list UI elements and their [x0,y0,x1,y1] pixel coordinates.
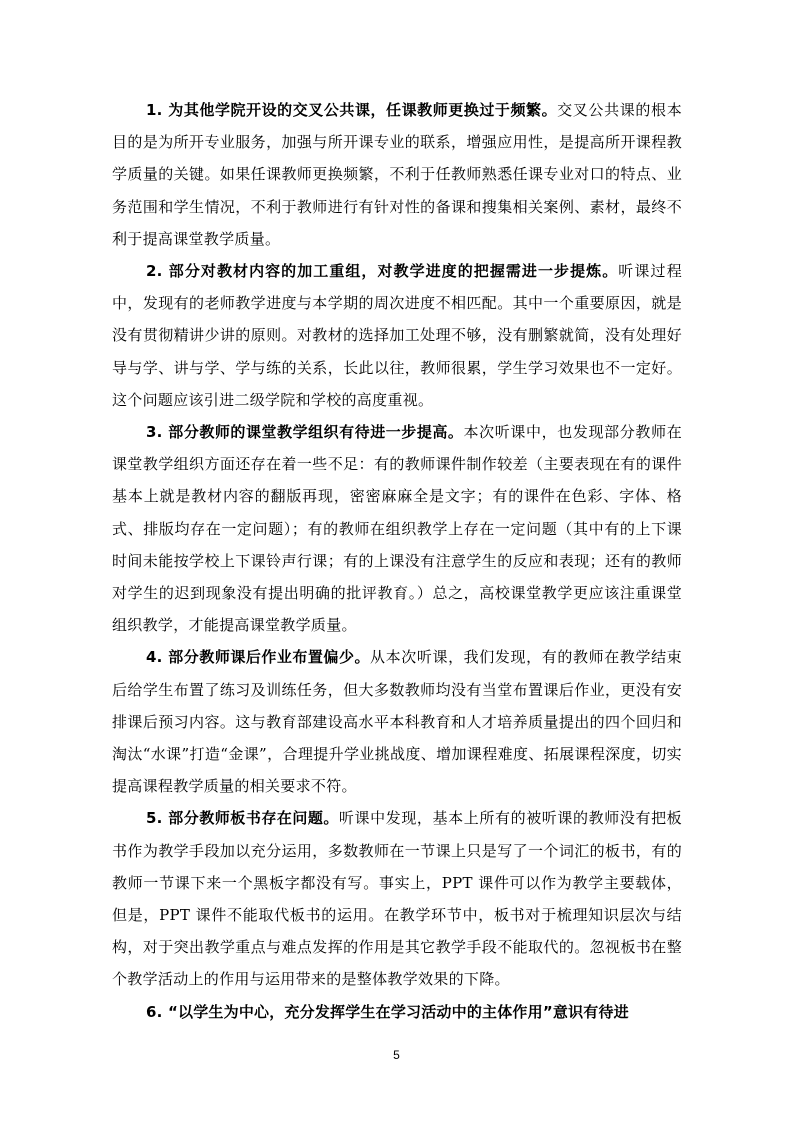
paragraph-5-heading: 5. 部分教师板书存在问题。 [146,809,339,828]
paragraph-3 [112,416,682,641]
paragraph-2-text: 听课过程中，发现有的老师教学进度与本学期的周次进度不相匹配。其中一个重要原因，就是没有贯彻精讲少讲的原则。对教材的选择加工处理不够，没有删繁就简，没有处理好导与学、讲与学、学与练的关系，长此以往，教师很累，学生学习效果也不一定好。这个问题应该引进二级学院和学校的高度重视。 [112,262,683,409]
paragraph-6 [112,996,682,1028]
page-number: 5 [393,1048,400,1062]
paragraph-1-heading: 1. 为其他学院开设的交叉公共课，任课教师更换过于频繁。 [146,101,558,119]
paragraph-5 [112,802,682,995]
paragraph-6-heading: 6. “以学生为中心，充分发挥学生在学习活动中的主体作用”意识有待进 [146,1002,629,1021]
paragraph-4 [112,641,682,802]
paragraph-2 [112,255,682,416]
paragraph-1-text: 交叉公共课的根本目的是为所开专业服务，加强与所开课专业的联系，增强应用性，是提高所开课程教学质量的关键。如果任课教师更换频繁，不利于任教师熟悉任课专业对口的特点、业务范围和学生情况，不利于教师进行有针对性的备课和搜集相关案例、素材，最终不利于提高课堂教学质量。 [112,101,682,248]
paragraph-1 [112,94,682,255]
paragraph-4-text: 从本次听课，我们发现，有的教师在教学结束后给学生布置了练习及训练任务，但大多数教师均没有当堂布置课后作业，更没有安排课后预习内容。这与教育部建设高水平本科教育和人才培养质量提出的四个回归和淘汰“水课”打造“金课”，合理提升学业挑战度、增加课程难度、拓展课程深度，切实提高课程教学质量的相关要求不符。 [112,648,682,796]
paragraph-3-heading: 3. 部分教师的课堂教学组织有待进一步提高。 [146,423,464,442]
paragraph-2-heading: 2. 部分对教材内容的加工重组，对教学进度的把握需进一步提炼。 [146,262,619,281]
document-body [112,94,682,1028]
paragraph-3-text: 本次听课中，也发现部分教师在课堂教学组织方面还存在着一些不足：有的教师课件制作较差（主要表现在有的课件基本上就是教材内容的翻版再现，密密麻麻全是文字；有的课件在色彩、字体、格式、排版均存在一定问题）；有的教师在组织教学上存在一定问题（其中有的上下课时间未能按学校上下课铃声行课；有的上课没有注意学生的反应和表现；还有的教师对学生的迟到现象没有提出明确的批评教育。）总之，高校课堂教学更应该注重课堂组织教学，才能提高课堂教学质量。 [112,423,683,635]
paragraph-4-heading: 4. 部分教师课后作业布置偏少。 [146,648,370,667]
paragraph-5-text: 听课中发现，基本上所有的被听课的教师没有把板书作为教学手段加以充分运用，多数教师在一节课上只是写了一个词汇的板书，有的教师一节课下来一个黑板字都没有写。事实上，PPT 课件可以作为教学主要载体，但是，PPT 课件不能取代板书的运用。在教学环节中，板书对于梳理知识层次与结构，对于突出教学重点与难点发挥的作用是其它教学手段不能取代的。忽视板书在整个教学活动上的作用与运用带来的是整体教学效果的下降。 [112,809,682,989]
